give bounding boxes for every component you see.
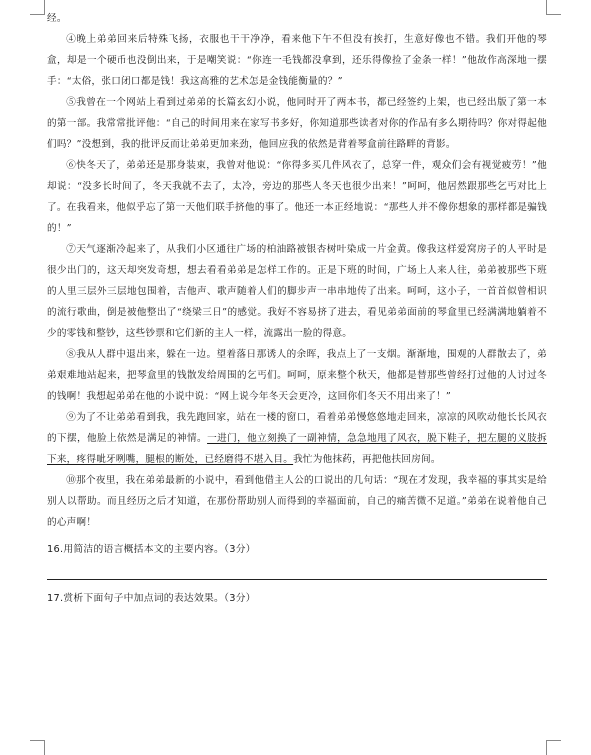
paragraph-9 [47,407,547,470]
paragraph-5: ⑤我曾在一个网站上看到过弟弟的长篇玄幻小说，他同时开了两本书，都已经签约上架，也已经出版了第一本的第一部。我常常批评他：“自己的时间用来在家写书多好，你知道那些读者对你的作品有多么期待吗？你对得起他们吗？”没想到，我的批评反而让弟弟更加来劲，他回应我的依然是背着琴盒前往路畔的背影。 [47,97,547,150]
question-16: 16.用简洁的语言概括本文的主要内容。（3分） [47,544,256,555]
crop-mark-top-right [546,0,561,15]
paragraph-7: ⑦天气逐渐冷起来了，从我们小区通往广场的柏油路被银杏树叶染成一片金黄。像我这样爱窝房子的人平时是很少出门的，这天却突发奇想，想去看看弟弟是怎样工作的。正是下班的时间，广场上人来人往，弟弟被那些下班的人里三层外三层地包围着，吉他声、歌声随着人们的脚步声一串串地传了出来。呵呵，这小子，一首首似曾相识的流行歌曲，倒是被他整出了“绕梁三日”的感觉。我好不容易挤了进去，看见弟弟面前的琴盒里已经满满地躺着不少的零钱和整钞，这些钞票和它们新的主人一样，流露出一脸的得意。 [47,244,547,339]
crop-mark-bottom-left [30,740,45,755]
paragraph-9-intro: ⑨为了不让弟弟看到我，我先跑回家，站在一楼的窗口，看着弟弟慢悠悠地走回来，凉凉的风吹动他长长风衣的下摆，他脸上依然是满足的神情。 [47,412,547,444]
answer-line-16[interactable] [47,563,547,580]
paragraph-6: ⑥快冬天了，弟弟还是那身装束，我曾对他说：“你得多买几件风衣了，总穿一件，观众们会有视觉疲劳！”他却说：“没多长时间了，冬天我就不去了，太冷，旁边的那些人冬天也很少出来！”呵呵，他居然跟那些乞丐对比上了。在我看来，他似乎忘了第一天他们联手挤他的事了。他还一本正经地说：“那些人并不像你想象的那样都是骗钱的！” [47,160,547,234]
paragraph-9-underlined-sentence: 一进门，他立刻换了一副神情，急急地甩了风衣，脱下鞋子，把左腿的义肢拆下来，疼得呲牙咧嘴，腿根的断处，已经磨得不堪入目。 [47,433,548,465]
crop-mark-top-left [30,0,45,15]
paragraph-continuation: 经。 [47,13,67,24]
paragraph-10: ⑩那个夜里，我在弟弟最新的小说中，看到他借主人公的口说出的几句话：“现在才发现，我幸福的事其实是给别人以帮助。而且经历之后才知道，在那份帮助别人而得到的幸福面前，自己的痛苦微不足道。”弟弟在说着他自己的心声啊！ [47,475,547,528]
question-17: 17.赏析下面句子中加点词的表达效果。（3分） [47,593,256,604]
document-body [47,8,547,610]
paragraph-9-ending: 我忙为他抹药，再把他扶回房间。 [293,454,441,465]
paragraph-4: ④晚上弟弟回来后特殊飞扬，衣服也干干净净，看来他下午不但没有挨打，生意好像也不错。我们开他的琴盒，却是一个硬币也没倒出来，于是嘲笑说：“你连一毛钱都没拿到，还乐得像捡了金条一样！”他故作高深地一摆手：“太俗，张口闭口都是钱！我这高雅的艺术怎是金钱能衡量的？” [47,34,547,87]
crop-mark-bottom-right [546,740,561,755]
paragraph-8: ⑧我从人群中退出来，躲在一边。望着落日那诱人的余晖，我点上了一支烟。渐渐地，围观的人群散去了，弟弟艰难地站起来，把琴盒里的钱散发给周围的乞丐们。呵呵，原来整个秋天，他都是替那些曾经打过他的人讨过冬的钱啊！我想起弟弟在他的小说中说：“网上说今年冬天会更冷，这回你们冬天不用出来了！” [47,349,547,402]
